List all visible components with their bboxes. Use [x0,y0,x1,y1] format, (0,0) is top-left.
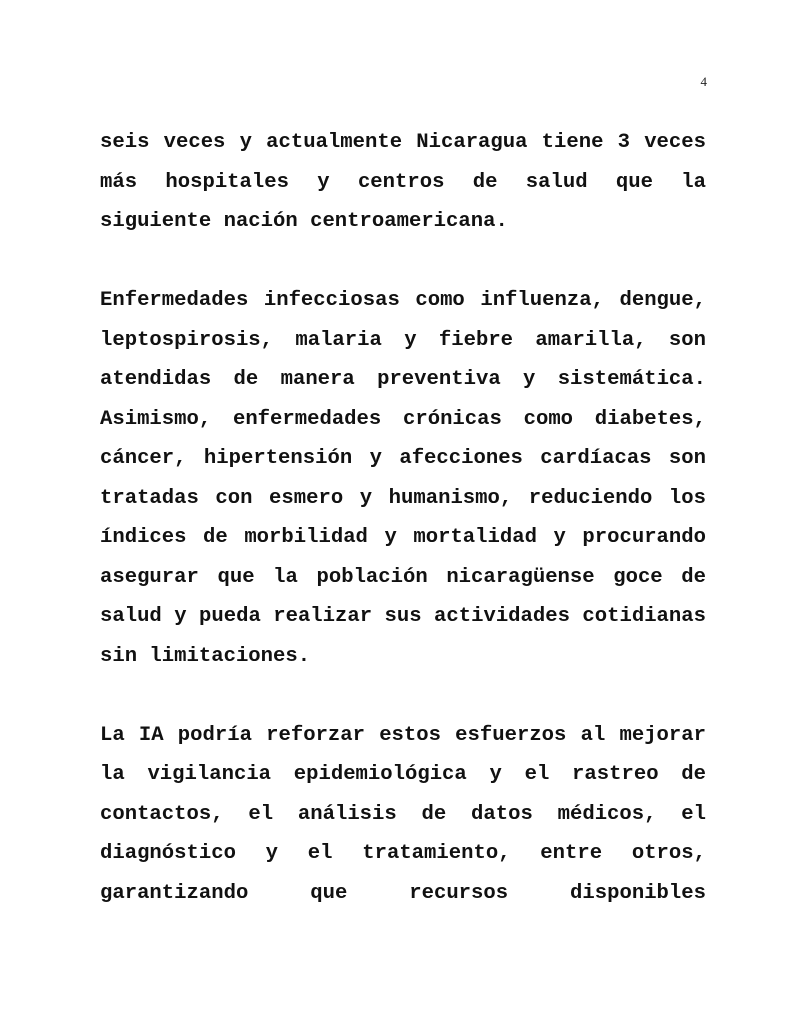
paragraph-ai: La IA podría reforzar estos esfuerzos al mejorar la vigilancia epidemiológica y el rastreo de contactos, el análisis de datos médicos, el diagnóstico y el tratamiento, entre otros, garantizando que recursos disponibles [100,723,706,905]
paragraph-hospitals: seis veces y actualmente Nicaragua tiene 3 veces más hospitales y centros de salud que la siguiente nación centroamericana. [100,131,706,233]
body-text [100,123,706,913]
paragraph-diseases: Enfermedades infecciosas como influenza, dengue, leptospirosis, malaria y fiebre amarilla, son atendidas de manera preventiva y sistemática. Asimismo, enfermedades crónicas como diabetes, cáncer, hipertensión y afecciones cardíacas son tratadas con esmero y humanismo, reduciendo los índices de morbilidad y mortalidad y procurando asegurar que la población nicaragüense goce de salud y pueda realizar sus actividades cotidianas sin limitaciones. [100,289,706,668]
page-number: 4 [700,74,707,89]
